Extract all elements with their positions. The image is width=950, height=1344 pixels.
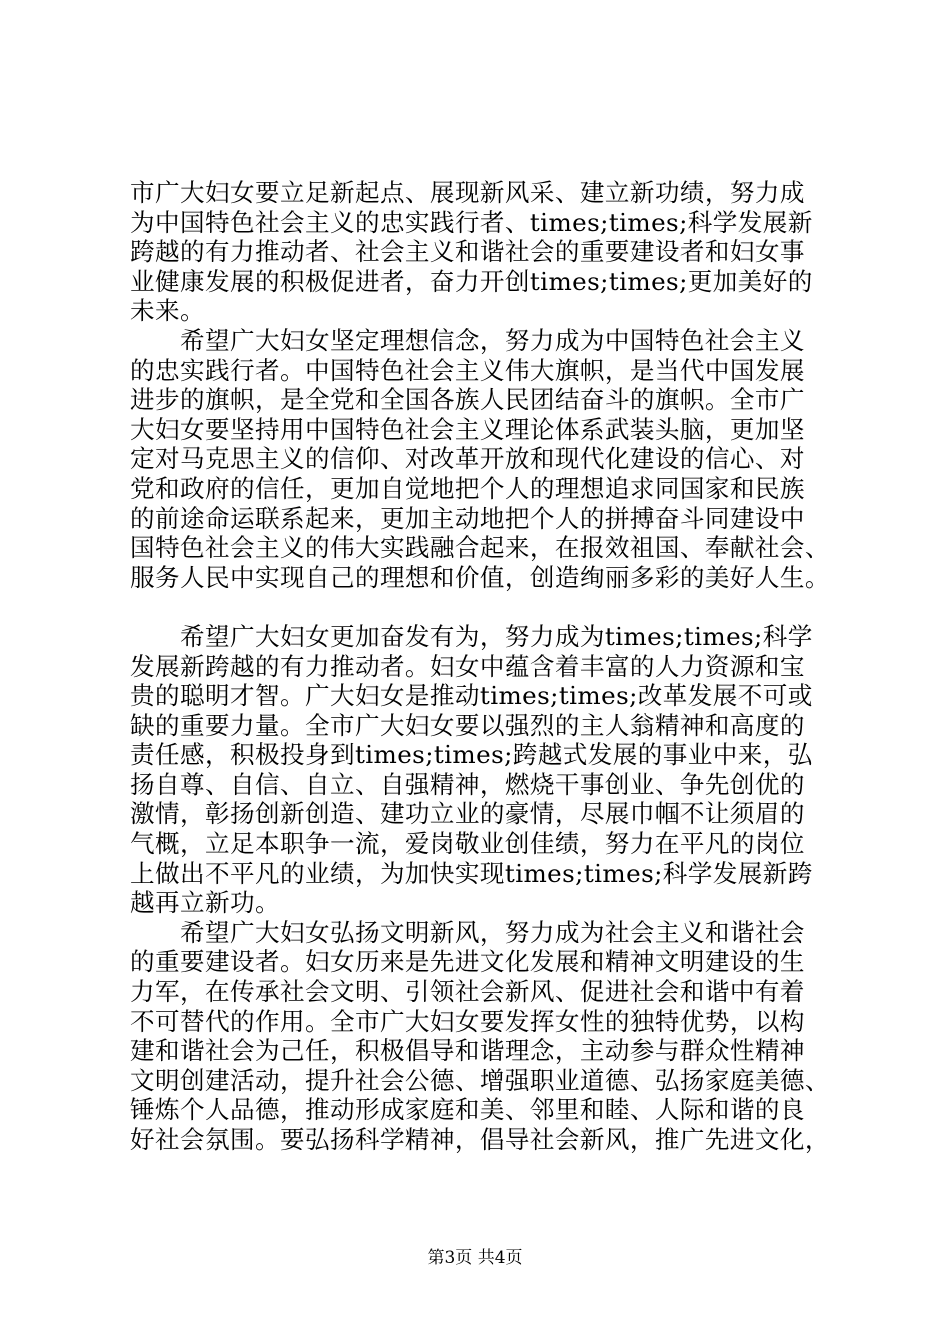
text-line: 建和谐社会为己任，积极倡导和谐理念，主动参与群众性精神 (130, 1036, 805, 1066)
text-line: 气概，立足本职争一流，爱岗敬业创佳绩，努力在平凡的岗位 (130, 829, 805, 859)
text-line: 希望广大妇女更加奋发有为，努力成为times;times;科学 (130, 621, 813, 651)
text-line: 缺的重要力量。全市广大妇女要以强烈的主人翁精神和高度的 (130, 710, 805, 740)
text-line: 激情，彰扬创新创造、建功立业的豪情，尽展巾帼不让须眉的 (130, 799, 805, 829)
text-line: 锤炼个人品德，推动形成家庭和美、邻里和睦、人际和谐的良 (130, 1095, 805, 1125)
text-line: 希望广大妇女坚定理想信念，努力成为中国特色社会主义 (130, 325, 805, 355)
text-line: 党和政府的信任，更加自觉地把个人的理想追求同国家和民族 (130, 473, 805, 503)
text-line: 好社会氛围。要弘扬科学精神，倡导社会新风，推广先进文化， (130, 1125, 830, 1154)
text-line: 越再立新功。 (130, 888, 280, 918)
text-line: 的前途命运联系起来，更加主动地把个人的拼搏奋斗同建设中 (130, 503, 805, 533)
text-line: 力军，在传承社会文明、引领社会新风、促进社会和谐中有着 (130, 977, 805, 1007)
text-line (130, 592, 830, 622)
text-line: 文明创建活动，提升社会公德、增强职业道德、弘扬家庭美德、 (130, 1065, 830, 1095)
text-line: 定对马克思主义的信仰、对改革开放和现代化建设的信心、对 (130, 444, 805, 474)
text-line: 为中国特色社会主义的忠实践行者、times;times;科学发展新 (130, 207, 813, 237)
text-line: 上做出不平凡的业绩，为加快实现times;times;科学发展新跨 (130, 858, 813, 888)
text-line: 的忠实践行者。中国特色社会主义伟大旗帜，是当代中国发展 (130, 355, 805, 385)
text-line: 跨越的有力推动者、社会主义和谐社会的重要建设者和妇女事 (130, 237, 805, 267)
text-line: 希望广大妇女弘扬文明新风，努力成为社会主义和谐社会 (130, 917, 805, 947)
text-line: 业健康发展的积极促进者，奋力开创times;times;更加美好的 (130, 266, 813, 296)
text-line: 进步的旗帜，是全党和全国各族人民团结奋斗的旗帜。全市广 (130, 385, 805, 415)
text-line: 服务人民中实现自己的理想和价值，创造绚丽多彩的美好人生。 (130, 562, 830, 592)
text-line: 国特色社会主义的伟大实践融合起来，在报效祖国、奉献社会、 (130, 533, 830, 563)
text-line: 扬自尊、自信、自立、自强精神，燃烧干事创业、争先创优的 (130, 769, 805, 799)
text-line: 未来。 (130, 296, 205, 326)
body-text (130, 178, 830, 1155)
text-line: 不可替代的作用。全市广大妇女要发挥女性的独特优势，以构 (130, 1006, 805, 1036)
text-line: 责任感，积极投身到times;times;跨越式发展的事业中来，弘 (130, 740, 813, 770)
text-line: 市广大妇女要立足新起点、展现新风采、建立新功绩，努力成 (130, 178, 805, 207)
text-line: 发展新跨越的有力推动者。妇女中蕴含着丰富的人力资源和宝 (130, 651, 805, 681)
page-number-footer: 第3页 共4页 (427, 1248, 523, 1268)
text-line: 贵的聪明才智。广大妇女是推动times;times;改革发展不可或 (130, 681, 813, 711)
text-line: 大妇女要坚持用中国特色社会主义理论体系武装头脑，更加坚 (130, 414, 805, 444)
text-line: 的重要建设者。妇女历来是先进文化发展和精神文明建设的生 (130, 947, 805, 977)
